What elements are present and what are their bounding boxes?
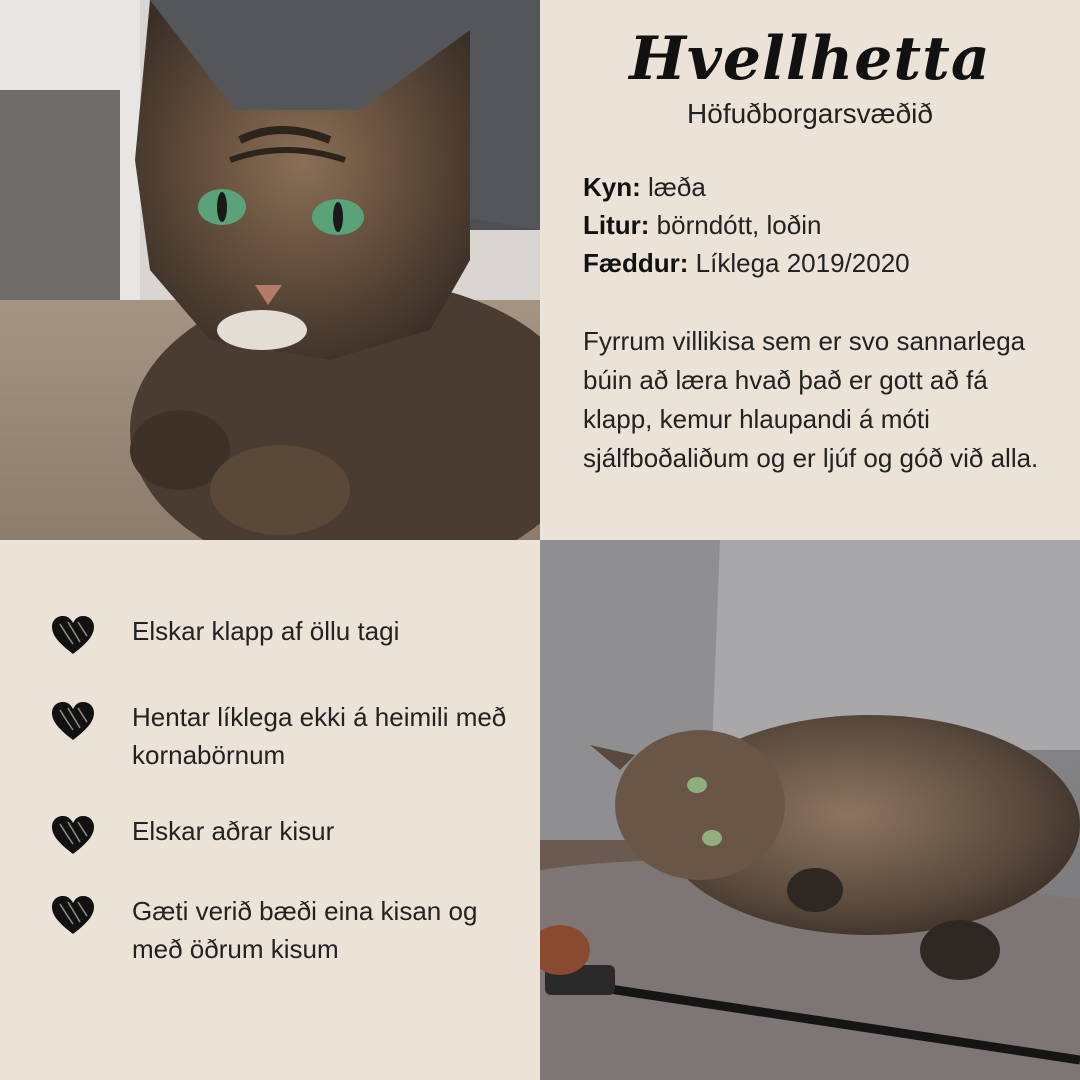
trait-text: Elskar aðrar kisur [132,816,335,846]
fact-value: börndótt, loðin [656,210,822,240]
cat-portrait-photo [0,0,540,540]
heart-icon [50,894,96,936]
region-subtitle: Höfuðborgarsvæðið [687,98,933,129]
fact-value: Líklega 2019/2020 [695,248,910,278]
cat-name-title: Hvellhetta [629,24,991,94]
facts-list [583,168,910,282]
cat-description: Fyrrum villikisa sem er svo sannarlega búin að læra hvað það er gott að fá klapp, kemur hlaupandi á móti sjálfboðaliðum og er ljúf og góð við alla. [583,326,1039,473]
cat-lying-photo [540,540,1080,1080]
fact-born [583,244,910,282]
fact-color [583,206,910,244]
fact-label: Litur: [583,210,650,240]
trait-text: Elskar klapp af öllu tagi [132,616,400,646]
fact-gender [583,168,910,206]
heart-icon [50,700,96,742]
trait-text: Gæti verið bæði eina kisan og með öðrum kisum [132,896,478,964]
fact-value: læða [648,172,706,202]
trait-text: Hentar líklega ekki á heimili með kornabörnum [132,702,507,770]
fact-label: Kyn: [583,172,641,202]
heart-icon [50,614,96,656]
heart-icon [50,814,96,856]
fact-label: Fæddur: [583,248,689,278]
